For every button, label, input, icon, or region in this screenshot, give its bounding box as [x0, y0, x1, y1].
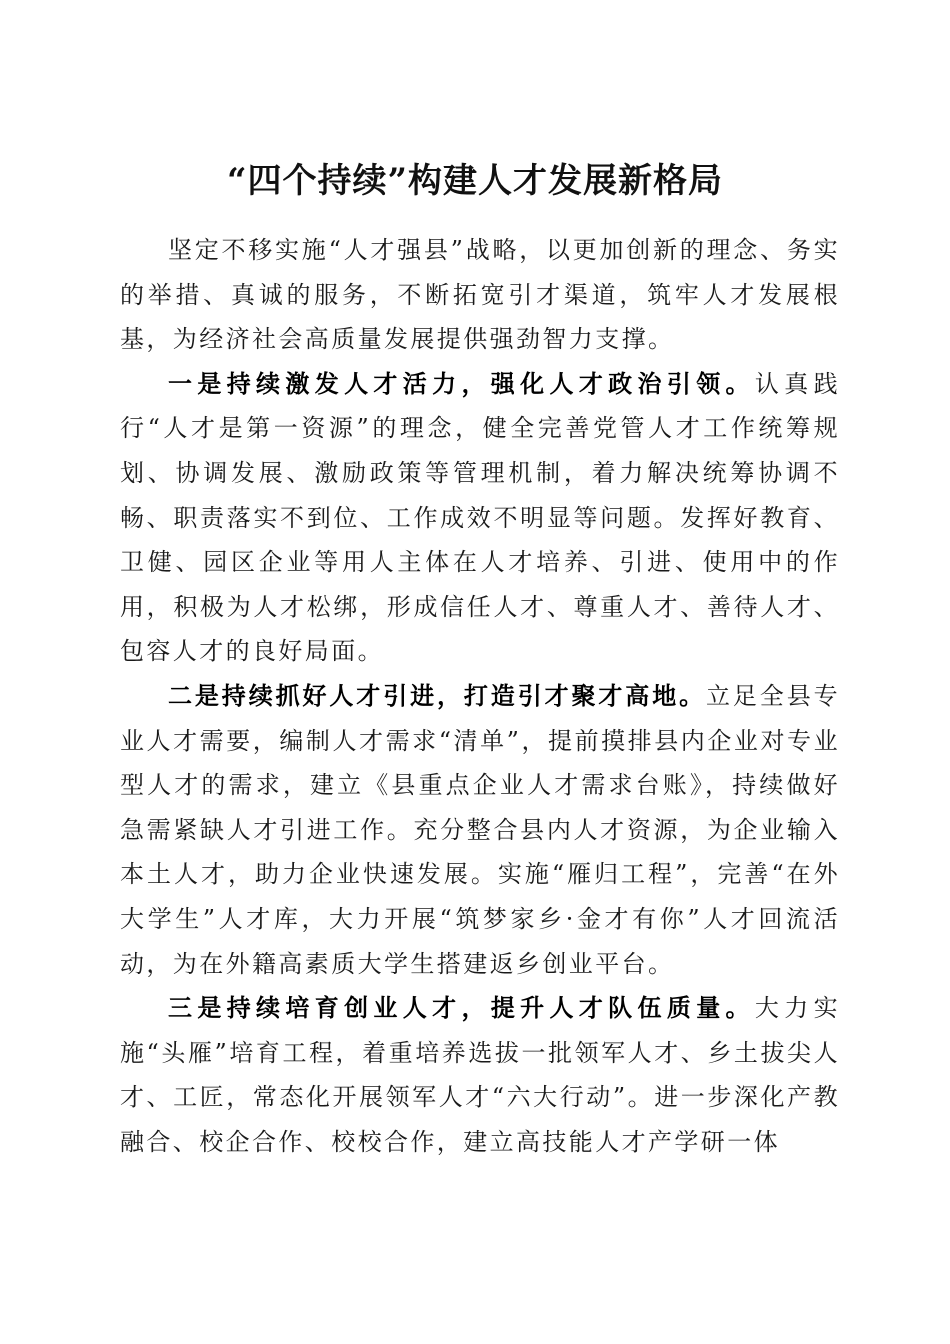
- document-body: [120, 228, 840, 1164]
- paragraph-lead: 一是持续激发人才活力，强化人才政治引领。: [168, 368, 755, 398]
- paragraph-text: 大力实施“头雁”培育工程，着重培养选拔一批领军人才、乡土拔尖人才、工匠，常态化开展领军人才“六大行动”。进一步深化产教融合、校企合作、校校合作，建立高技能人才产学研一体: [120, 994, 840, 1156]
- section-paragraph-2: [120, 674, 840, 986]
- document-title: “四个持续”构建人才发展新格局: [226, 160, 724, 201]
- paragraph-text: 坚定不移实施“人才强县”战略，以更加创新的理念、务实的举措、真诚的服务，不断拓宽引才渠道，筑牢人才发展根基，为经济社会高质量发展提供强劲智力支撑。: [120, 236, 840, 354]
- paragraph-text: 立足全县专业人才需要，编制人才需求“清单”，提前摸排县内企业对专业型人才的需求，建立《县重点企业人才需求台账》，持续做好急需紧缺人才引进工作。充分整合县内人才资源，为企业输入本土人才，助力企业快速发展。实施“雁归工程”，完善“在外大学生”人才库，大力开展“筑梦家乡·金才有你”人才回流活动，为在外籍高素质大学生搭建返乡创业平台。: [120, 681, 840, 978]
- section-paragraph-1: [120, 362, 840, 674]
- paragraph-lead: 二是持续抓好人才引进，打造引才聚才高地。: [168, 680, 706, 710]
- paragraph-lead: 三是持续培育创业人才，提升人才队伍质量。: [168, 993, 755, 1023]
- section-paragraph-3: [120, 986, 840, 1164]
- intro-paragraph: [120, 228, 840, 362]
- paragraph-text: 认真践行“人才是第一资源”的理念，健全完善党管人才工作统筹规划、协调发展、激励政策等管理机制，着力解决统筹协调不畅、职责落实不到位、工作成效不明显等问题。发挥好教育、卫健、园区企业等用人主体在人才培养、引进、使用中的作用，积极为人才松绑，形成信任人才、尊重人才、善待人才、包容人才的良好局面。: [120, 369, 840, 666]
